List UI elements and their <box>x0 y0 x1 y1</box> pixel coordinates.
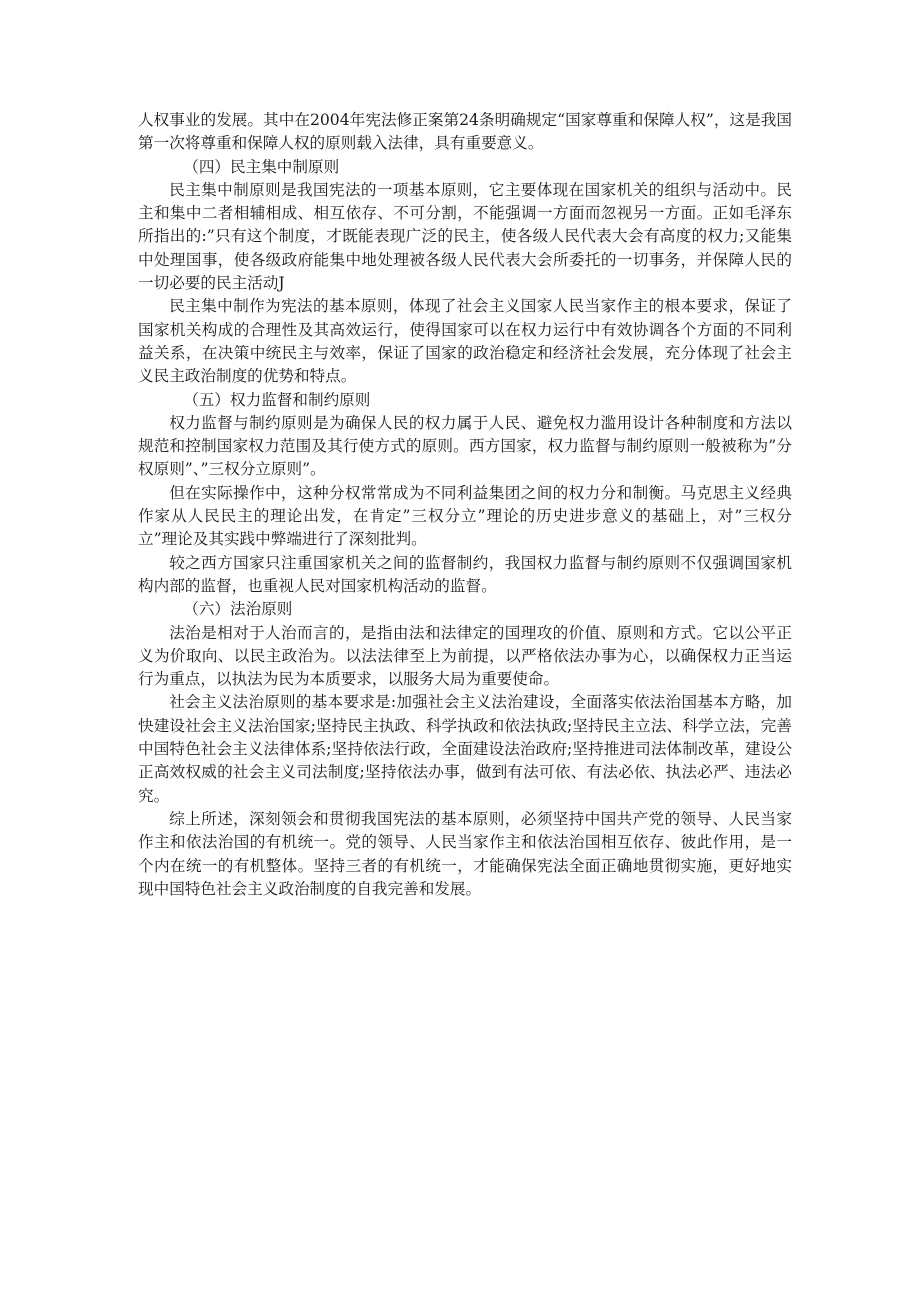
paragraph-rule-of-law-requirements: 社会主义法治原则的基本要求是:加强社会主义法治建设，全面落实依法治国基本方略，加快建设社会主义法治国家;坚持民主执政、科学执政和依法执政;坚持民主立法、科学立法，完善中国特色社会主义法律体系;坚持依法行政，全面建设法治政府;坚持推进司法体制改革，建设公正高效权威的社会主义司法制度;坚持依法办事，做到有法可依、有法必依、执法必严、违法必究。 <box>138 693 792 805</box>
paragraph-democratic-centralism-definition: 民主集中制原则是我国宪法的一项基本原则，它主要体现在国家机关的组织与活动中。民主和集中二者相辅相成、相互依存、不可分割，不能强调一方面而忽视另一方面。正如毛泽东所指出的:”只有这个制度，才既能表现广泛的民主，使各级人民代表大会有高度的权力;又能集中处理国事，使各级政府能集中地处理被各级人民代表大会所委托的一切事务，并保障人民的一切必要的民主活动J <box>138 180 792 293</box>
paragraph-democratic-centralism-significance: 民主集中制作为宪法的基本原则，体现了社会主义国家人民当家作主的根本要求，保证了国家机关构成的合理性及其高效运行，使得国家可以在权力运行中有效协调各个方面的不同利益关系，在决策中统民主与效率，保证了国家的政治稳定和经济社会发展，充分体现了社会主义民主政治制度的优势和特点。 <box>138 297 792 386</box>
paragraph-separation-of-powers-critique: 但在实际操作中，这种分权常常成为不同利益集团之间的权力分和制衡。马克思主义经典作家从人民民主的理论出发，在肯定”三权分立”理论的历史进步意义的基础上，对”三权分立”理论及其实践中弊端进行了深刻批判。 <box>138 483 792 549</box>
paragraph-human-rights-continued: 人权事业的发展。其中在2004年宪法修正案第24条明确规定“国家尊重和保障人权”，这是我国第一次将尊重和保障人权的原则载入法律，具有重要意义。 <box>138 111 792 153</box>
document-page <box>138 109 792 901</box>
paragraph-power-supervision-definition: 权力监督与制约原则是为确保人民的权力属于人民、避免权力滥用设计各种制度和方法以规范和控制国家权力范围及其行使方式的原则。西方国家，权力监督与制约原则一般被称为”分权原则”、”三权分立原则”。 <box>138 413 792 479</box>
paragraph-supervision-comparison: 较之西方国家只注重国家机关之间的监督制约，我国权力监督与制约原则不仅强调国家机构内部的监督，也重视人民对国家机构活动的监督。 <box>138 553 792 595</box>
section-heading-democratic-centralism: （四）民主集中制原则 <box>183 157 340 176</box>
paragraph-conclusion: 综上所述，深刻领会和贯彻我国宪法的基本原则，必须坚持中国共产党的领导、人民当家作主和依法治国的有机统一。党的领导、人民当家作主和依法治国相互依存、彼此作用，是一个内在统一的有机整体。坚持三者的有机统一，才能确保宪法全面正确地贯彻实施，更好地实现中国特色社会主义政治制度的自我完善和发展。 <box>138 809 792 898</box>
paragraph-rule-of-law-definition: 法治是相对于人治而言的，是指由法和法律定的国理攻的价值、原则和方式。它以公平正义为价取向、以民主政治为。以法法律至上为前提，以严格依法办事为心，以确保权力正当运行为重点，以执法为民为本质要求，以服务大局为重要使命。 <box>138 623 792 689</box>
section-heading-rule-of-law: （六）法治原则 <box>183 600 293 619</box>
section-heading-power-supervision: （五）权力监督和制约原则 <box>183 390 371 409</box>
